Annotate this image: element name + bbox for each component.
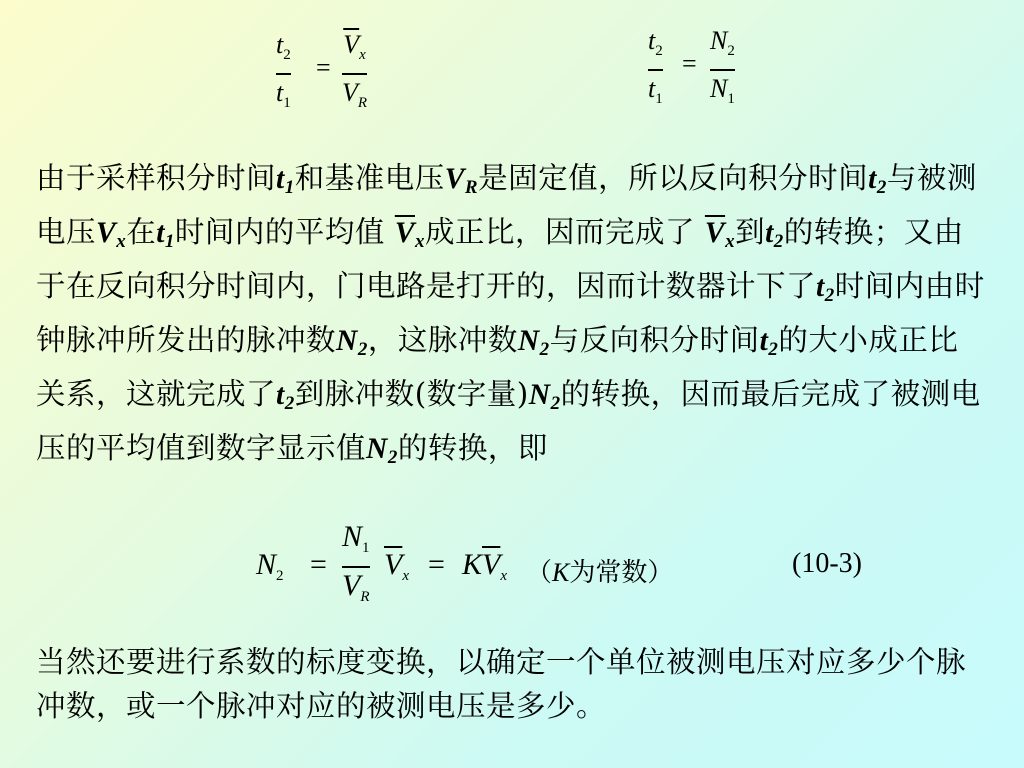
equals-sign: = bbox=[316, 53, 331, 82]
var-t2 bbox=[759, 325, 779, 360]
var: t bbox=[816, 271, 825, 303]
var: $\overline{V}$ bbox=[384, 548, 403, 581]
var: V bbox=[342, 568, 361, 602]
var: t bbox=[759, 325, 769, 357]
f2-num: t bbox=[648, 26, 656, 55]
text: 和基准电压 bbox=[294, 161, 445, 195]
f1-rnum-sub: x bbox=[359, 47, 366, 63]
sub: R bbox=[464, 177, 479, 198]
f1-rnum: $\overline{V}$ bbox=[343, 30, 360, 59]
sub: 2 bbox=[539, 339, 550, 360]
sub: x bbox=[500, 568, 508, 584]
var: $\overline{V}$ bbox=[704, 217, 726, 249]
f2-rnum-sub: 2 bbox=[727, 43, 735, 59]
var: t bbox=[156, 217, 165, 249]
var-t2 bbox=[765, 217, 784, 252]
sub: 2 bbox=[824, 285, 835, 306]
var: K bbox=[462, 548, 483, 581]
equals-sign: = bbox=[682, 49, 697, 78]
fraction-n1-vr bbox=[342, 522, 370, 612]
eq-kvx bbox=[462, 548, 507, 585]
f2-num-sub: 2 bbox=[655, 43, 663, 59]
sub: x bbox=[415, 231, 425, 252]
var-t2 bbox=[816, 271, 835, 306]
var: V bbox=[444, 163, 465, 195]
sub: 2 bbox=[550, 393, 561, 414]
text: 与反向积分时间 bbox=[549, 323, 760, 357]
var-vx-bar bbox=[394, 217, 425, 252]
f2-rden-sub: 1 bbox=[727, 90, 735, 107]
var: K bbox=[552, 558, 570, 587]
sub: x bbox=[116, 231, 127, 252]
f1-num-sub: 2 bbox=[283, 47, 291, 63]
text: 由于采样积分时间 bbox=[36, 161, 277, 195]
fraction-t2-t1 bbox=[276, 30, 291, 118]
f2-den: t bbox=[648, 73, 656, 103]
sub: x bbox=[725, 231, 736, 252]
f1-den: t bbox=[276, 77, 284, 107]
var-t2 bbox=[868, 163, 887, 198]
var-n2 bbox=[517, 325, 550, 360]
eq-lhs bbox=[256, 548, 284, 585]
text: 是固定值，所以反向积分时间 bbox=[478, 161, 869, 195]
f2-den-sub: 1 bbox=[655, 90, 663, 107]
text: 的转换，因而最后完成了被测电压的平均值到数字显示值 bbox=[36, 377, 981, 465]
fraction-bar bbox=[648, 69, 663, 71]
text: 与被测电压 bbox=[36, 161, 977, 249]
var: t bbox=[276, 379, 285, 411]
eq-vx-bar bbox=[384, 548, 409, 585]
var: t bbox=[868, 163, 877, 195]
sub: 1 bbox=[362, 540, 370, 556]
explanation-paragraph bbox=[36, 156, 988, 480]
fraction-vx-vr bbox=[342, 30, 367, 118]
var-vx bbox=[96, 217, 127, 252]
var-t1 bbox=[156, 217, 175, 252]
sub: 2 bbox=[276, 568, 284, 584]
f2-rnum: N bbox=[710, 26, 728, 55]
text: 的转换；又由于在反向积分时间内，门电路是打开的，因而计数器计下了 bbox=[36, 215, 964, 303]
closing-paragraph: 当然还要进行系数的标度变换，以确定一个单位被测电压对应多少个脉冲数，或一个脉冲对应的被测电压是多少。 bbox=[36, 645, 967, 723]
text: 到 bbox=[735, 215, 766, 249]
var-vx-bar bbox=[704, 217, 736, 252]
text: 的转换，即 bbox=[397, 431, 548, 465]
sub: 2 bbox=[357, 339, 368, 360]
var: N bbox=[366, 433, 388, 465]
var-n2 bbox=[336, 325, 368, 360]
f1-rden: V bbox=[342, 77, 358, 107]
var: t bbox=[276, 163, 285, 195]
var: N bbox=[517, 325, 540, 357]
sub: 2 bbox=[876, 177, 887, 198]
text: 时间内的平均值 bbox=[174, 215, 395, 249]
equals-sign: = bbox=[428, 548, 445, 581]
equation-number: (10-3) bbox=[792, 548, 862, 579]
var-t2 bbox=[276, 379, 295, 414]
f1-num: t bbox=[276, 30, 284, 59]
fraction-bar bbox=[710, 69, 735, 71]
sub: 1 bbox=[164, 231, 175, 252]
sub: 2 bbox=[387, 447, 398, 468]
sub: 2 bbox=[768, 339, 779, 360]
text: 成正比，因而完成了 bbox=[425, 215, 705, 249]
var-n2 bbox=[366, 433, 398, 468]
f1-den-sub: 1 bbox=[283, 94, 291, 111]
fraction-bar bbox=[276, 73, 291, 75]
var-vr bbox=[444, 163, 479, 198]
fraction-bar bbox=[342, 73, 367, 75]
eq-note bbox=[526, 552, 673, 589]
var: N bbox=[528, 379, 551, 411]
f2-rden: N bbox=[710, 73, 728, 103]
text: 的大小成正比关系，这就完成了 bbox=[36, 323, 959, 411]
sub: 1 bbox=[284, 177, 295, 198]
f1-rden-sub: R bbox=[357, 94, 368, 111]
sub: 2 bbox=[773, 231, 784, 252]
var: V bbox=[96, 217, 117, 249]
text: 在 bbox=[126, 215, 157, 249]
equation-10-3 bbox=[256, 522, 876, 612]
fraction-n2-n1 bbox=[710, 26, 735, 114]
var-n2 bbox=[528, 379, 561, 414]
paren: ） bbox=[647, 558, 674, 588]
equals-sign: = bbox=[310, 548, 327, 581]
var: $\overline{V}$ bbox=[482, 548, 501, 581]
var: N bbox=[256, 548, 277, 581]
var: t bbox=[765, 217, 774, 249]
paren: （ bbox=[526, 558, 553, 588]
sub: x bbox=[402, 568, 409, 584]
text: ，这脉冲数 bbox=[367, 323, 518, 357]
var: N bbox=[342, 520, 363, 553]
sub: R bbox=[360, 588, 370, 605]
text: 到脉冲数(数字量) bbox=[294, 377, 529, 411]
var: $\overline{V}$ bbox=[394, 217, 415, 249]
var: N bbox=[336, 325, 358, 357]
text: 时间内由时钟脉冲所发出的脉冲数 bbox=[36, 269, 985, 357]
sub: 2 bbox=[284, 393, 295, 414]
fraction-bar bbox=[342, 566, 370, 568]
var-t1 bbox=[276, 163, 295, 198]
text: 为常数 bbox=[569, 558, 648, 588]
fraction-t2-t1 bbox=[648, 26, 663, 114]
